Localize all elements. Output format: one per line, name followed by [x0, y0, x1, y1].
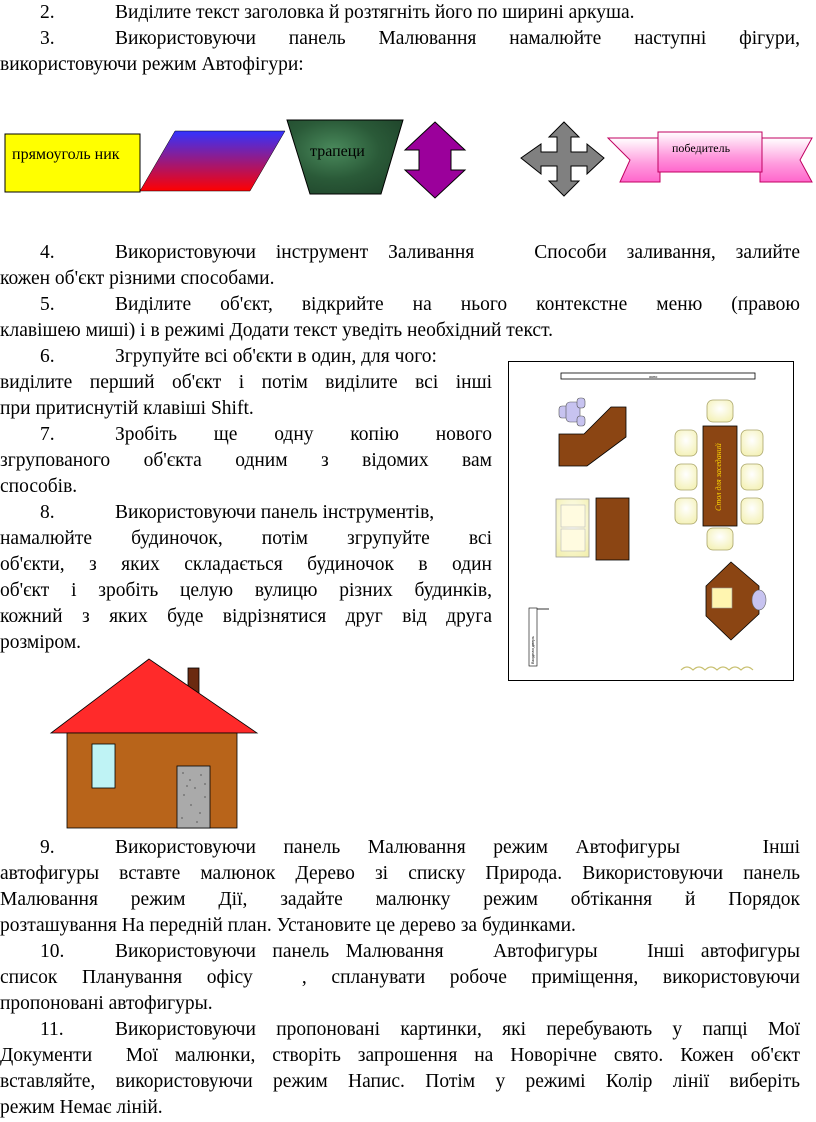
item-text: розташування На передній план. Установите це дерево за будинками. — [0, 915, 576, 936]
item-text: Згрупуйте всі об'єкти в один, для чого: — [115, 346, 437, 367]
sofa — [556, 499, 589, 557]
item-11 — [0, 1017, 800, 1043]
house-drawing — [45, 655, 265, 835]
item-text: Малювання режим Дії, задайте малюнку режим обтікання й Порядок — [0, 889, 800, 910]
table-label: Стол для заседаний — [714, 443, 723, 511]
item-text: вставляйте, використовуючи режим Напис. Потім у режимі Колір лінії виберіть — [0, 1071, 800, 1092]
window-strip — [561, 373, 755, 379]
item-number: 4. — [40, 242, 55, 263]
item-text: об'єкт і зробіть целую вулицю різних будинків, — [0, 580, 492, 601]
banner-right-tail — [760, 138, 812, 182]
item-text: згрупованого об'єкта одним з відомих вам — [0, 450, 492, 471]
item-number: 3. — [40, 28, 55, 49]
item-text: Використовуючи інструмент Заливання Способи заливання, залийте — [115, 242, 800, 263]
item-3 — [0, 26, 800, 52]
item-text: клавішею миші) і в режимі Додати текст уведіть необхідний текст. — [0, 320, 554, 341]
trapezoid-label: трапеци — [310, 143, 365, 160]
cross-arrow-shape — [521, 122, 604, 196]
window — [92, 744, 115, 788]
item-number: 7. — [40, 424, 55, 445]
banner-label: победитель — [672, 141, 731, 155]
item-text: намалюйте будиночок, потім згрупуйте всі — [0, 528, 492, 549]
item-5 — [0, 292, 800, 318]
item-number: 2. — [40, 2, 55, 23]
office-plan — [508, 361, 794, 681]
item-4 — [0, 240, 800, 266]
up-down-arrow-shape — [405, 122, 465, 198]
rectangle-label: прямоуголь ник — [12, 146, 120, 163]
door-label: Входная дверь — [530, 636, 535, 664]
item-text: пропоновані автофигуры. — [0, 993, 213, 1014]
item-text: об'єкти, з яких складається будиночок в один — [0, 554, 492, 575]
item-9 — [0, 835, 800, 861]
item-8 — [0, 500, 492, 526]
item-number: 8. — [40, 502, 55, 523]
item-text: використовуючи режим Автофігури: — [0, 54, 304, 75]
item-text: режим Немає ліній. — [0, 1097, 163, 1118]
item-number: 9. — [40, 837, 55, 858]
office-chair — [559, 398, 585, 426]
item-text: Виділите текст заголовка й розтягніть його по ширині аркуша. — [115, 2, 635, 23]
item-number: 11. — [40, 1019, 64, 1040]
desk-office-chair — [752, 590, 766, 610]
item-text: при притиснутій клавіші Shift. — [0, 398, 254, 419]
item-number: 5. — [40, 294, 55, 315]
desk-chair — [712, 588, 732, 608]
roof — [51, 659, 257, 733]
item-text: Використовуючи панель Малювання Автофигуры Інші автофигуры — [115, 941, 800, 962]
item-10 — [0, 939, 800, 965]
window-label: окно — [649, 374, 658, 379]
item-text: Використовуючи панель інструментів, — [115, 502, 435, 523]
cabinet — [596, 498, 629, 560]
item-number: 6. — [40, 346, 55, 367]
item-text: кожен об'єкт різними способами. — [0, 268, 275, 289]
item-7 — [0, 422, 492, 448]
item-text: способів. — [0, 476, 78, 497]
item-text: Зробіть ще одну копію нового — [115, 424, 492, 445]
item-text: виділите перший об'єкт і потім виділите всі інші — [0, 372, 492, 393]
item-text: розміром. — [0, 632, 82, 653]
item-text: Виділите об'єкт, відкрийте на нього контекстне меню (правою — [115, 294, 800, 315]
parallelogram-shape — [140, 131, 285, 191]
item-text: Документи Мої малюнки, створіть запрошення на Новорічне свято. Кожен об'єкт — [0, 1045, 800, 1066]
item-text: Використовуючи панель Малювання намалюйте наступні фігури, — [115, 28, 800, 49]
item-text: автофигуры вставте малюнок Дерево зі списку Природа. Використовуючи панель — [0, 863, 800, 884]
plant-border — [681, 667, 753, 670]
banner-left-tail — [608, 138, 660, 182]
item-text: список Планування офісу , спланувати робоче приміщення, використовуючи — [0, 967, 800, 988]
item-text: Використовуючи панель Малювання режим Автофигуры Інші — [115, 837, 800, 858]
item-text: Використовуючи пропоновані картинки, які перебувають у папці Мої — [115, 1019, 800, 1040]
item-6 — [0, 344, 492, 370]
item-number: 10. — [40, 941, 65, 962]
item-text: кожний з яких буде відрізнятися друг від друга — [0, 606, 492, 627]
